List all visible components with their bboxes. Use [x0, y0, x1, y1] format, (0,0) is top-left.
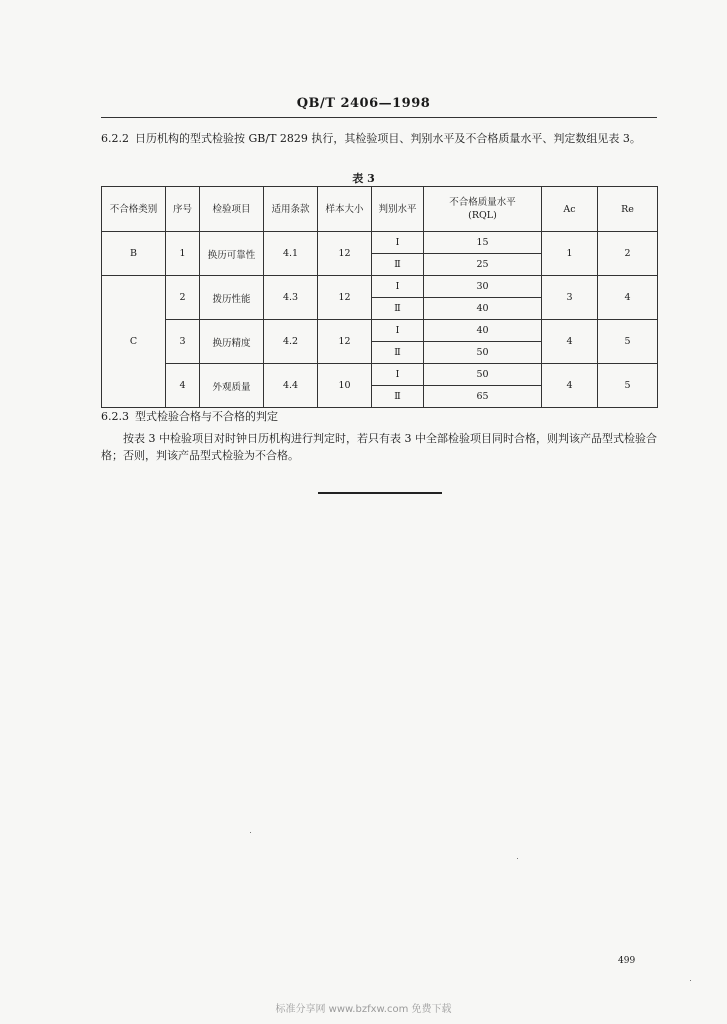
clause-body: 按表 3 中检验项目对时钟日历机构进行判定时，若只有表 3 中全部检验项目同时合格，则判该产品型式检验合格；否则，判该产品型式检验为不合格。 — [101, 432, 657, 462]
cell-re: 5 — [598, 364, 658, 408]
cell-rql: 65 — [424, 386, 542, 408]
clause-6-2-3 — [101, 408, 661, 425]
header-category: 不合格类别 — [102, 187, 166, 232]
clause-number: 6.2.3 — [101, 410, 129, 423]
table-row — [102, 364, 658, 386]
header-seq: 序号 — [166, 187, 200, 232]
cell-category: B — [102, 232, 166, 276]
header-rule — [101, 117, 657, 118]
cell-level: Ⅱ — [372, 254, 424, 276]
cell-level: Ⅱ — [372, 298, 424, 320]
page-header-title: QB/T 2406—1998 — [296, 96, 431, 111]
cell-level: Ⅱ — [372, 386, 424, 408]
cell-category: C — [102, 276, 166, 408]
header-sample: 样本大小 — [318, 187, 372, 232]
cell-clause: 4.3 — [264, 276, 318, 320]
cell-seq: 3 — [166, 320, 200, 364]
watermark-footer: 标准分享网 www.bzfxw.com 免费下载 — [275, 1004, 452, 1015]
cell-seq: 1 — [166, 232, 200, 276]
header-item: 检验项目 — [200, 187, 264, 232]
header-rql-line1: 不合格质量水平 — [449, 197, 516, 208]
header-ac: Ac — [542, 187, 598, 232]
clause-number: 6.2.2 — [101, 132, 129, 145]
cell-level: I — [372, 364, 424, 386]
scan-speck — [517, 858, 518, 859]
cell-seq: 2 — [166, 276, 200, 320]
cell-item: 换历精度 — [200, 320, 264, 364]
header-level: 判别水平 — [372, 187, 424, 232]
cell-rql: 50 — [424, 364, 542, 386]
cell-item: 外观质量 — [200, 364, 264, 408]
table-row — [102, 232, 658, 254]
cell-rql: 30 — [424, 276, 542, 298]
table-row — [102, 276, 658, 298]
cell-rql: 50 — [424, 342, 542, 364]
clause-6-2-2 — [101, 130, 661, 147]
cell-rql: 40 — [424, 298, 542, 320]
cell-re: 4 — [598, 276, 658, 320]
cell-level: I — [372, 232, 424, 254]
table-row — [102, 320, 658, 342]
clause-text: 日历机构的型式检验按 GB/T 2829 执行，其检验项目、判别水平及不合格质量水平、判定数组见表 3。 — [135, 132, 641, 145]
end-of-standard-rule — [318, 492, 442, 494]
cell-clause: 4.2 — [264, 320, 318, 364]
cell-sample: 10 — [318, 364, 372, 408]
table-header-row — [102, 187, 658, 232]
cell-sample: 12 — [318, 276, 372, 320]
cell-rql: 25 — [424, 254, 542, 276]
header-re: Re — [598, 187, 658, 232]
cell-item: 拨历性能 — [200, 276, 264, 320]
cell-sample: 12 — [318, 232, 372, 276]
header-clause: 适用条款 — [264, 187, 318, 232]
page-number: 499 — [618, 956, 636, 966]
cell-re: 5 — [598, 320, 658, 364]
cell-re: 2 — [598, 232, 658, 276]
cell-clause: 4.1 — [264, 232, 318, 276]
scan-speck — [250, 832, 251, 833]
cell-ac: 3 — [542, 276, 598, 320]
cell-rql: 15 — [424, 232, 542, 254]
header-rql-line2: (RQL) — [468, 210, 497, 221]
inspection-table — [101, 186, 658, 408]
scan-speck — [690, 980, 691, 981]
cell-ac: 1 — [542, 232, 598, 276]
cell-ac: 4 — [542, 364, 598, 408]
cell-sample: 12 — [318, 320, 372, 364]
table-caption: 表 3 — [352, 172, 375, 185]
clause-heading: 型式检验合格与不合格的判定 — [135, 410, 278, 423]
cell-level: I — [372, 320, 424, 342]
cell-seq: 4 — [166, 364, 200, 408]
cell-clause: 4.4 — [264, 364, 318, 408]
cell-level: Ⅱ — [372, 342, 424, 364]
header-rql — [424, 187, 542, 232]
cell-item: 换历可靠性 — [200, 232, 264, 276]
cell-ac: 4 — [542, 320, 598, 364]
cell-rql: 40 — [424, 320, 542, 342]
cell-level: I — [372, 276, 424, 298]
